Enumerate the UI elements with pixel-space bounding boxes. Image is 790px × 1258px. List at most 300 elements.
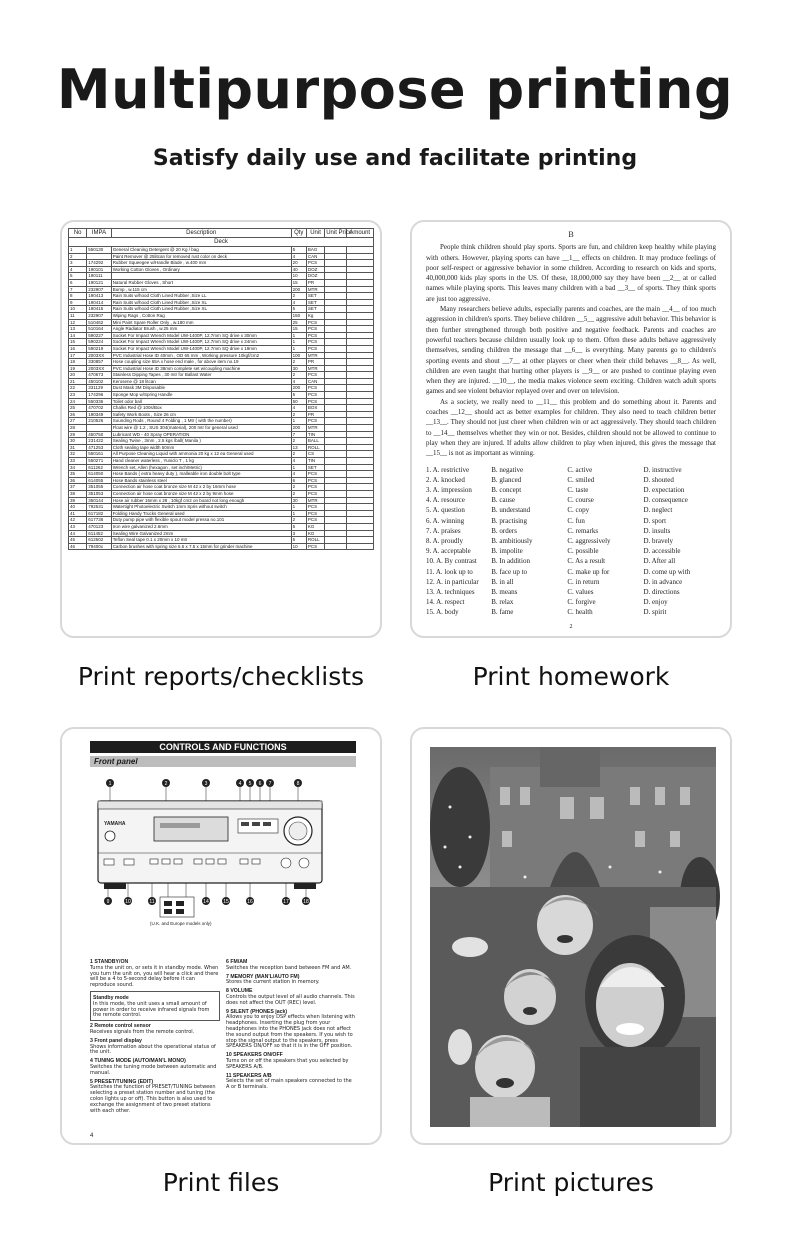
standby-button (105, 831, 115, 841)
callout-number: 15 (223, 898, 229, 905)
table-row (69, 247, 374, 254)
option-row (426, 505, 716, 515)
table-cell: PCS (306, 326, 324, 333)
table-cell: Wrench set, Allen (hexagon , set inch/Metric) (111, 464, 291, 471)
table-cell: 792531 (87, 504, 111, 511)
function-title: 3 Front panel display (90, 1037, 142, 1044)
table-cell: 190415 (87, 306, 111, 313)
table-cell: Socket For Impact Wrench Model UW-1400P, 12.7mm SQ drive x 30mm (111, 332, 291, 339)
table-cell: 9 (69, 299, 87, 306)
table-cell: 210526 (87, 418, 111, 425)
table-cell: 20 (69, 372, 87, 379)
table-cell: TIN (306, 431, 324, 438)
table-cell: Mini Paint Spare Roller Only , w.180 mm (111, 319, 291, 326)
table-cell (346, 339, 373, 346)
table-cell: Rain Suits w/hood Cloth Lined Rubber ,Size XL (111, 306, 291, 313)
table-cell: Sealing Wire Galvanized 2mm (111, 530, 291, 537)
table-cell: 45 (69, 537, 87, 544)
table-cell: 41 (69, 510, 87, 517)
function-text: In this mode, the unit uses a small amount of power in order to receive infrared signals from the remote control. (93, 1000, 210, 1019)
table-cell (325, 405, 346, 412)
table-row (69, 392, 374, 399)
table-cell: Bump , w.115 cm (111, 286, 291, 293)
caption-reports: Print reports/checklists (77, 662, 365, 691)
option-choice: 5. A. question (426, 506, 465, 515)
function-item (226, 1010, 356, 1051)
table-cell: 43 (69, 523, 87, 530)
table-cell (346, 385, 373, 392)
table-row (69, 405, 374, 412)
table-cell: 4 (291, 471, 306, 478)
function-text: Allows you to enjoy DSP effects when listening with headphones. Inserting the plug from your headphones into the PHONES jack does not affect the sound output from the speakers. If you wish to stop the signal output to the speakers, press SPEAKERS ON/OFF so that it is in the OFF position. (226, 1014, 355, 1050)
table-cell: 190121 (87, 279, 111, 286)
table-cell: 190414 (87, 299, 111, 306)
caption-pictures: Print pictures (488, 1168, 654, 1197)
option-choice: B. impolite (491, 547, 523, 556)
table-cell: SET (306, 306, 324, 313)
function-item (226, 1074, 356, 1091)
option-row (426, 536, 716, 546)
table-cell: 2 (291, 484, 306, 491)
table-cell: 23 (69, 392, 87, 399)
table-cell: 40 (69, 504, 87, 511)
table-cell: 5 (291, 247, 306, 254)
table-cell: 4 (291, 299, 306, 306)
table-cell: MTR (306, 425, 324, 432)
table-cell: 450750 (87, 431, 111, 438)
option-choice: 2. A. knocked (426, 475, 465, 484)
option-choice: 4. A. resource (426, 496, 465, 505)
table-cell: 190349 (87, 411, 111, 418)
table-cell (346, 411, 373, 418)
option-choice: B. practising (491, 516, 528, 525)
table-cell (346, 326, 373, 333)
function-text: Switches the reception band between FM and AM. (226, 964, 352, 971)
table-cell: 200 (291, 286, 306, 293)
option-choice: B. face up to (491, 567, 528, 576)
table-cell: Teflon Seal tape 0.1 x 20mm x 10 mtr (111, 537, 291, 544)
option-choice: D. sport (643, 516, 667, 525)
table-cell (346, 497, 373, 504)
table-cell: Sounding Rods , Round 4 Folding , 1 Mtr ( with the number) (111, 418, 291, 425)
option-choice: B. glanced (491, 475, 522, 484)
table-cell: Natural Rubber Gloves , Short (111, 279, 291, 286)
table-cell: 1 (291, 345, 306, 352)
table-cell: 200 (291, 385, 306, 392)
table-cell: PCS (306, 484, 324, 491)
callout-number: 18 (303, 898, 309, 905)
callout-number: 14 (203, 898, 209, 905)
option-choice: B. ambitiously (491, 536, 533, 545)
table-cell: 26 (69, 411, 87, 418)
table-cell (346, 247, 373, 254)
table-cell: 1 (291, 504, 306, 511)
table-cell: PCS (306, 372, 324, 379)
option-choice: C. copy (567, 506, 590, 515)
table-cell: 5 (291, 523, 306, 530)
option-choice: B. cause (491, 496, 515, 505)
table-cell: 550271 (87, 458, 111, 465)
table-cell: 2003XX (87, 365, 111, 372)
option-choice: B. orders (491, 526, 517, 535)
table-cell (346, 490, 373, 497)
table-cell: 1 (291, 464, 306, 471)
table-cell: 24 (69, 398, 87, 405)
table-cell: 42 (69, 517, 87, 524)
option-row (426, 495, 716, 505)
table-cell: 190111 (87, 273, 111, 280)
table-cell: 6 (291, 477, 306, 484)
option-row (426, 516, 716, 526)
table-cell: 590219 (87, 345, 111, 352)
table-cell: MTR (306, 365, 324, 372)
function-text: Receives signals from the remote control. (90, 1028, 195, 1035)
table-cell: ROLL (306, 537, 324, 544)
table-cell (325, 444, 346, 451)
page-subtitle: Satisfy daily use and facilitate printing (152, 146, 638, 171)
table-cell (346, 537, 373, 544)
table-cell: 5 (291, 306, 306, 313)
option-choice: D. enjoy (643, 598, 668, 607)
function-title: 11 SPEAKERS A/B (226, 1072, 272, 1079)
table-cell: 1 (291, 332, 306, 339)
table-cell: 612502 (87, 537, 111, 544)
option-choice: C. taste (567, 485, 589, 494)
display-panel (154, 817, 228, 841)
table-row (69, 385, 374, 392)
option-choice: 10. A. By contrast (426, 557, 477, 566)
table-cell (346, 398, 373, 405)
table-cell: CAN (306, 253, 324, 260)
table-row (69, 517, 374, 524)
table-cell (346, 510, 373, 517)
table-row (69, 326, 374, 333)
column-header: Description (111, 229, 291, 238)
table-cell: PCS (306, 517, 324, 524)
table-cell: PCS (306, 319, 324, 326)
table-cell: 13 (291, 444, 306, 451)
table-cell: Iron wire galvanized 2.6mm (111, 523, 291, 530)
table-row (69, 438, 374, 445)
table-cell: Toilet odor ball (111, 398, 291, 405)
table-cell: 150 (291, 312, 306, 319)
table-cell (325, 365, 346, 372)
table-cell: All Purpose Cleaning Liquid with ammonia 20 kg x 12 ea General used (111, 451, 291, 458)
table-row (69, 464, 374, 471)
option-choice: 15. A. body (426, 608, 459, 617)
option-row (426, 567, 716, 577)
table-cell: 34 (69, 464, 87, 471)
pictures-card (410, 727, 732, 1145)
table-cell: Angle Radiator Brush , w.25 mm (111, 326, 291, 333)
function-title: 5 PRESET/TUNING (EDIT) (90, 1078, 154, 1085)
table-cell: 19 (69, 365, 87, 372)
homework-document (426, 230, 716, 632)
table-cell (346, 273, 373, 280)
option-row (426, 607, 716, 617)
table-cell: Paint Remover @ 25litcan for removed rust color on deck (111, 253, 291, 260)
table-cell: PCS (306, 504, 324, 511)
table-cell: 2 (291, 451, 306, 458)
table-cell (325, 464, 346, 471)
callout-number: 4 (238, 780, 242, 787)
table-cell: 25 (291, 319, 306, 326)
table-cell: Hose Bands stainless steel (111, 477, 291, 484)
table-cell: SET (306, 464, 324, 471)
table-cell: 2 (291, 293, 306, 300)
option-choice: B. fame (491, 608, 514, 617)
table-cell: 351053 (87, 490, 111, 497)
column-header: Unit Price (326, 230, 353, 236)
table-cell (346, 484, 373, 491)
table-cell: 1 (291, 418, 306, 425)
checklist-document (68, 228, 374, 630)
table-cell: Kerosene @ 18 litcan (111, 378, 291, 385)
option-choice: C. make up for (567, 567, 610, 576)
table-cell: ROLL (306, 444, 324, 451)
table-cell: Carbon brushes with spring size 6.5 x 7.5 x 15mm for grinder machine (111, 543, 291, 550)
table-cell (346, 444, 373, 451)
table-cell: 100 (291, 352, 306, 359)
table-cell: 470123 (87, 523, 111, 530)
table-cell: PCS (306, 477, 324, 484)
option-choice: C. remarks (567, 526, 599, 535)
table-cell: Sponge Mop w/Spring Handle (111, 392, 291, 399)
option-choice: 6. A. winning (426, 516, 465, 525)
right-column (226, 957, 356, 1114)
table-cell: PCS (306, 345, 324, 352)
table-row (69, 306, 374, 313)
option-choice: C. in return (567, 577, 600, 586)
option-choice: D. spirit (643, 608, 667, 617)
table-cell: 614055 (87, 477, 111, 484)
table-cell (325, 530, 346, 537)
table-cell: Working Cotton Gloves , Ordinary (111, 266, 291, 273)
section-title-bar: CONTROLS AND FUNCTIONS (90, 741, 356, 753)
table-row (69, 299, 374, 306)
table-cell: PCS (306, 339, 324, 346)
table-cell: 40 (291, 266, 306, 273)
table-cell: PCS (306, 471, 324, 478)
table-row (69, 339, 374, 346)
table-cell (346, 312, 373, 319)
left-column (90, 957, 220, 1114)
table-cell: Rubber Squeegee w/Handle Blade , w.400 mm (111, 260, 291, 267)
table-cell: CS (306, 451, 324, 458)
option-choice: C. smiled (567, 475, 595, 484)
table-cell: BAG (306, 247, 324, 254)
table-cell: Connection air hose coat bronze size M 42 x 2 by 9mm hose (111, 490, 291, 497)
table-cell: 7 (291, 431, 306, 438)
option-choice: 9. A. acceptable (426, 547, 471, 556)
table-cell: 31 (69, 444, 87, 451)
table-cell (325, 458, 346, 465)
table-cell: 29 (69, 431, 87, 438)
table-cell: 36 (69, 477, 87, 484)
table-cell: 79400x (87, 543, 111, 550)
table-cell: 17 (69, 352, 87, 359)
option-choice: 3. A. impression (426, 485, 472, 494)
table-row (69, 359, 374, 366)
table-row (69, 332, 374, 339)
table-row (69, 497, 374, 504)
checklist-table (68, 228, 374, 550)
table-cell (325, 306, 346, 313)
option-choice: C. As a result (567, 557, 606, 566)
table-cell (87, 425, 111, 432)
option-row (426, 546, 716, 556)
table-cell (325, 345, 346, 352)
table-cell (325, 398, 346, 405)
table-cell: 15 (69, 339, 87, 346)
table-cell: Sealing Twine , 3mm , 2.5 kgs /ball( Manila ) (111, 438, 291, 445)
table-cell (325, 523, 346, 530)
table-row (69, 537, 374, 544)
table-cell: Lubricant WD - 40 Spray OPERATION (111, 431, 291, 438)
table-cell: 5 (291, 537, 306, 544)
table-cell: 350144 (87, 497, 111, 504)
table-cell (346, 504, 373, 511)
option-choice: B. concept (491, 485, 522, 494)
callout-number: 1 (108, 780, 112, 787)
callout-number: 11 (149, 898, 155, 905)
option-choice: 11. A. look up to (426, 567, 473, 576)
callout-number: 9 (106, 898, 110, 905)
table-cell: BALL (306, 438, 324, 445)
option-choice: C. possible (567, 547, 599, 556)
table-cell (346, 266, 373, 273)
table-cell (325, 537, 346, 544)
table-cell: 38 (69, 490, 87, 497)
table-cell (325, 431, 346, 438)
function-item (226, 989, 356, 1006)
receiver-diagram (90, 773, 356, 933)
table-row (69, 286, 374, 293)
table-cell (346, 523, 373, 530)
table-row (69, 444, 374, 451)
table-cell: 3 (69, 260, 87, 267)
option-choice: B. means (491, 587, 518, 596)
table-cell (346, 306, 373, 313)
function-text: Controls the output level of all audio channels. This does not affect the OUT (REC) level. (226, 993, 355, 1006)
option-row (426, 556, 716, 566)
table-cell (325, 352, 346, 359)
option-choice: D. After all (643, 557, 676, 566)
table-cell: 2 (291, 517, 306, 524)
option-choice: C. aggressively (567, 536, 611, 545)
table-cell: SET (306, 299, 324, 306)
table-cell (346, 517, 373, 524)
table-cell (325, 372, 346, 379)
table-cell: 21 (69, 378, 87, 385)
table-cell (346, 464, 373, 471)
table-cell: 5 (69, 273, 87, 280)
section-row (69, 238, 374, 247)
function-item (226, 960, 356, 972)
table-cell: PR (306, 279, 324, 286)
table-cell: Chalks Red @ 100s/Box (111, 405, 291, 412)
table-cell (346, 451, 373, 458)
table-cell (346, 279, 373, 286)
files-page-number: 4 (90, 1133, 94, 1139)
table-cell (346, 530, 373, 537)
table-cell: 35 (69, 471, 87, 478)
option-row (426, 597, 716, 607)
table-cell: 2 (291, 372, 306, 379)
option-choice: 7. A. praises (426, 526, 461, 535)
table-cell (346, 293, 373, 300)
option-choice: C. course (567, 496, 594, 505)
receiver-front-panel-illustration (90, 773, 330, 933)
table-cell (346, 543, 373, 550)
checklist-card (60, 220, 382, 638)
option-choice: B. understand (491, 506, 531, 515)
callout-number: 16 (247, 898, 253, 905)
table-row (69, 484, 374, 491)
table-cell: Socket For Impact Wrench Model UW-1400P, 12.7mm SQ drive x 19mm (111, 345, 291, 352)
function-title: 1 STANDBY/ON (90, 959, 129, 965)
table-cell: 30 (69, 438, 87, 445)
table-cell: 2 (291, 438, 306, 445)
table-cell: 50 (291, 398, 306, 405)
table-cell: 15 (291, 326, 306, 333)
table-cell: 46 (69, 543, 87, 550)
table-cell: 13 (69, 326, 87, 333)
table-cell (346, 405, 373, 412)
homework-section-letter: B (568, 230, 574, 239)
table-cell: PVC Industrial Hose ID 38mm complete set w/coupling machine (111, 365, 291, 372)
option-row (426, 577, 716, 587)
table-cell (346, 253, 373, 260)
table-row (69, 543, 374, 550)
table-cell: 4 (69, 266, 87, 273)
callout-number: 10 (125, 898, 131, 905)
option-choice: B. in all (491, 577, 514, 586)
option-row (426, 485, 716, 495)
column-header: IMPA (87, 229, 111, 238)
option-choice: C. values (567, 587, 594, 596)
table-cell: 200 (291, 425, 306, 432)
table-cell: Socket For Impact Wrench Model UW-1400P, 12.7mm SQ drive x 24mm (111, 339, 291, 346)
table-cell: 10 (69, 306, 87, 313)
table-cell (346, 352, 373, 359)
table-cell (111, 273, 291, 280)
table-cell (346, 378, 373, 385)
table-row (69, 458, 374, 465)
option-choice: C. active (567, 465, 593, 474)
table-row (69, 398, 374, 405)
table-cell (325, 332, 346, 339)
table-row (69, 425, 374, 432)
table-cell: 10 (291, 273, 306, 280)
table-cell: 5 (291, 392, 306, 399)
table-cell: 25 (69, 405, 87, 412)
option-choice: 8. A. proudly (426, 536, 463, 545)
table-cell: 611262 (87, 464, 111, 471)
table-row (69, 260, 374, 267)
table-cell: 39 (69, 497, 87, 504)
table-row (69, 490, 374, 497)
table-cell: Rain Suits w/hood Cloth Lined Rubber ,Size XL (111, 299, 291, 306)
column-header: Qty (291, 229, 306, 238)
callout-number: 7 (268, 780, 272, 787)
table-row (69, 372, 374, 379)
option-choice: D. directions (643, 587, 680, 596)
function-title: 4 TUNING MODE (AUTO/MAN'L MONO) (90, 1058, 186, 1065)
table-row (69, 266, 374, 273)
table-cell (325, 425, 346, 432)
option-choice: B. relax (491, 598, 514, 607)
